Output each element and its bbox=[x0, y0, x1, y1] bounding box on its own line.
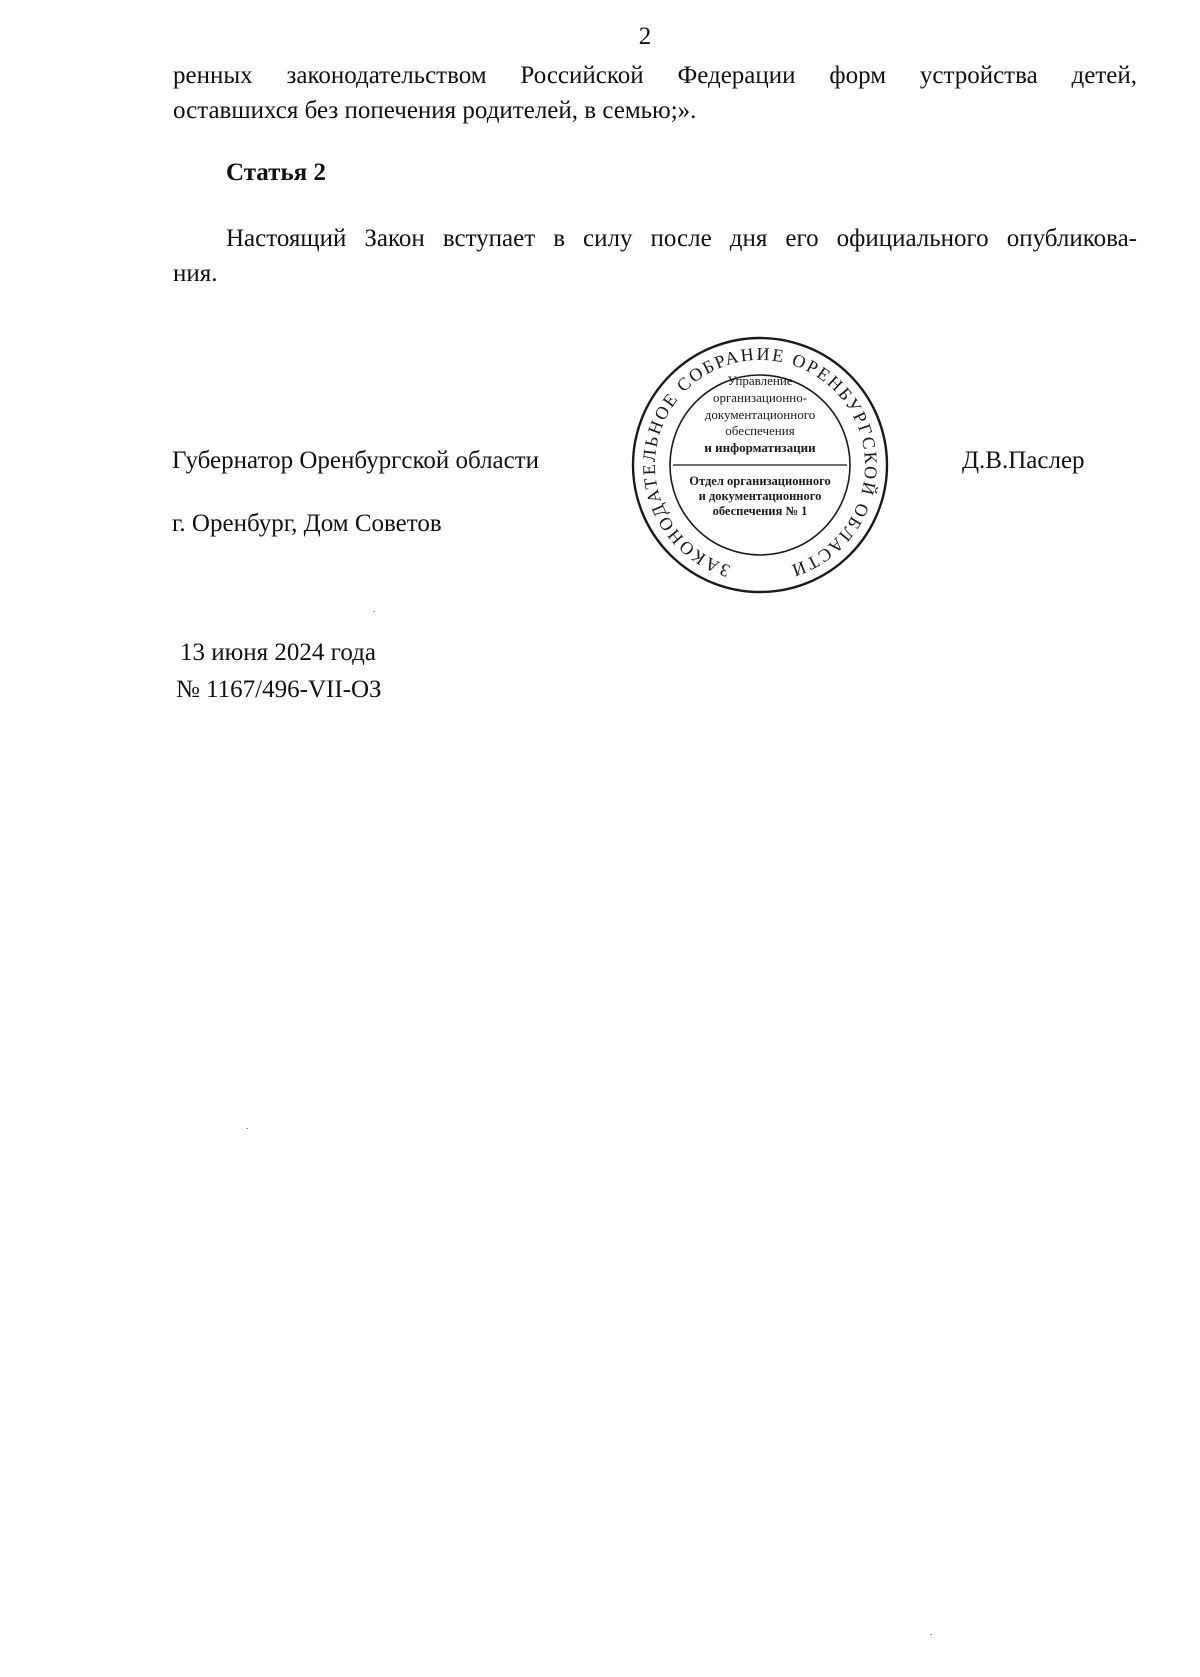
article-paragraph bbox=[173, 221, 1137, 291]
document-date: 13 июня 2024 года bbox=[180, 639, 376, 666]
scan-speck bbox=[930, 1634, 932, 1635]
stamp-upper-line-1: Управление bbox=[727, 373, 793, 388]
page-number: 2 bbox=[638, 23, 652, 50]
signing-place: г. Оренбург, Дом Советов bbox=[172, 510, 442, 537]
document-number: № 1167/496-VII-ОЗ bbox=[176, 676, 382, 703]
stamp-lower-line-3: обеспечения № 1 bbox=[712, 504, 808, 518]
stamp-upper-line-4: обеспечения bbox=[725, 423, 795, 438]
stamp-upper-line-5: и информатизации bbox=[704, 440, 816, 455]
official-stamp bbox=[628, 334, 892, 596]
scan-speck bbox=[373, 611, 375, 612]
stamp-upper-line-3: документационного bbox=[704, 407, 816, 422]
stamp-outer-text: ЗАКОНОДАТЕЛЬНОЕ СОБРАНИЕ ОРЕНБУРГСКОЙ ОБЛАСТИ bbox=[638, 343, 882, 582]
article-line-1: Настоящий Закон вступает в силу после дня его официального опубликова- bbox=[226, 225, 1137, 252]
signatory-name: Д.В.Паслер bbox=[962, 447, 1085, 474]
signatory-title: Губернатор Оренбургской области bbox=[172, 447, 540, 474]
stamp-lower-line-1: Отдел организационного bbox=[689, 474, 831, 488]
article-line-2: ния. bbox=[173, 260, 218, 287]
continuation-paragraph bbox=[173, 58, 1137, 128]
continuation-line-1: ренных законодательством Российской Федерации форм устройства детей, bbox=[173, 62, 1137, 89]
continuation-line-2: оставшихся без попечения родителей, в семью;». bbox=[173, 97, 697, 124]
article-heading: Статья 2 bbox=[226, 159, 326, 186]
scan-speck bbox=[246, 1128, 248, 1129]
stamp-lower-line-2: и документационного bbox=[698, 489, 822, 503]
stamp-upper-line-2: организационно- bbox=[712, 390, 808, 405]
